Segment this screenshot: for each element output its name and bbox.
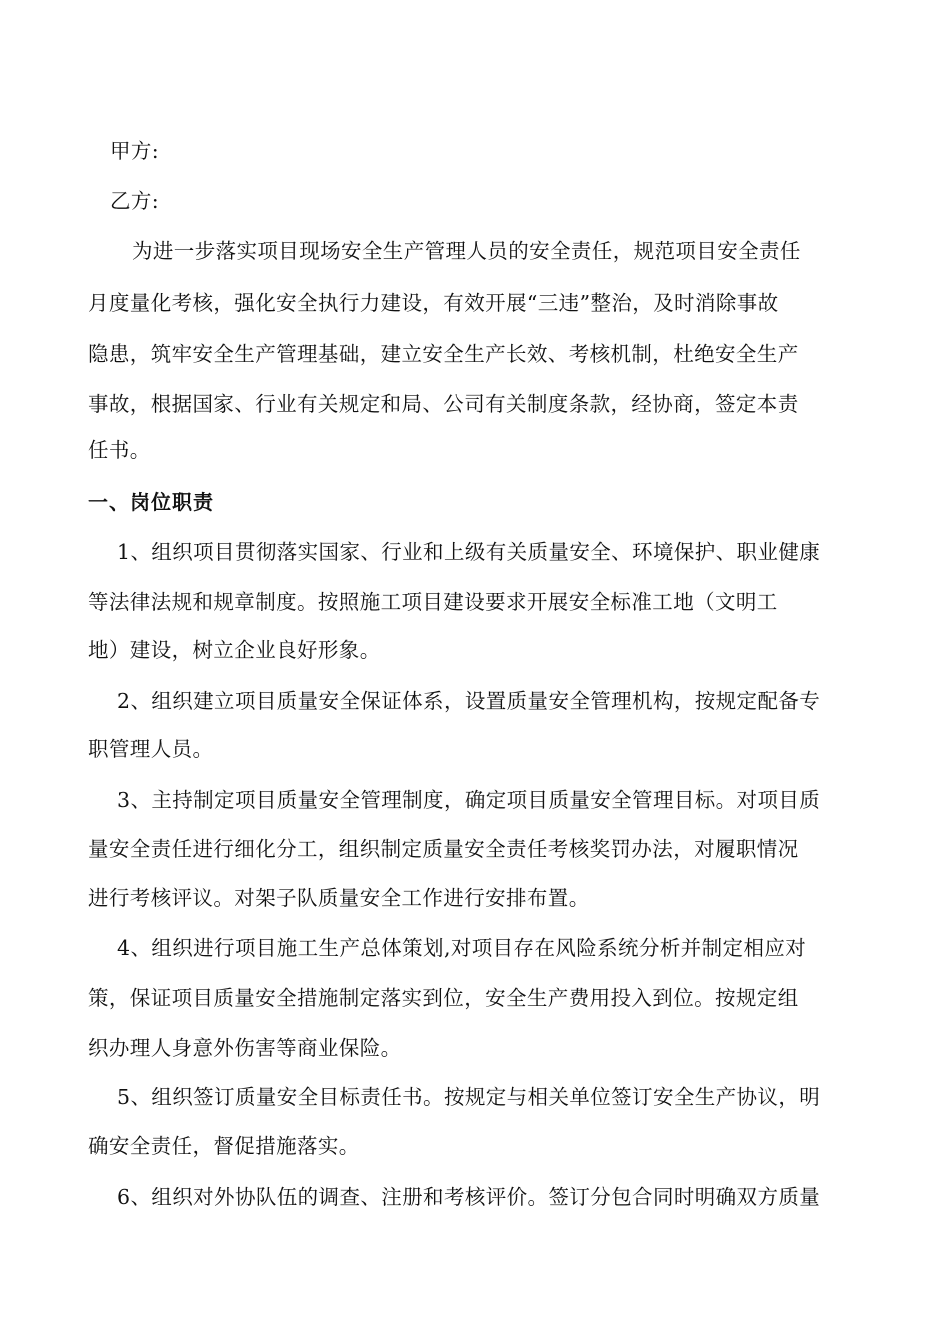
intro-line: 隐患，筑牢安全生产管理基础，建立安全生产长效、考核机制，杜绝安全生产 [88,342,799,366]
duty-line: 6、组织对外协队伍的调查、注册和考核评价。签订分包合同时明确双方质量 [117,1185,821,1209]
duty-line: 等法律法规和规章制度。按照施工项目建设要求开展安全标准工地（文明工 [88,590,778,614]
duty-line: 策，保证项目质量安全措施制定落实到位，安全生产费用投入到位。按规定组 [88,986,799,1010]
duty-line: 织办理人身意外伤害等商业保险。 [88,1036,402,1060]
party-b-label: 乙方: [110,189,160,213]
duty-line: 地）建设，树立企业良好形象。 [88,638,381,662]
duty-line: 2、组织建立项目质量安全保证体系，设置质量安全管理机构，按规定配备专 [117,689,821,713]
party-a-label: 甲方: [110,139,160,163]
duty-line: 4、组织进行项目施工生产总体策划,对项目存在风险系统分析并制定相应对 [117,936,807,960]
duty-line: 1、组织项目贯彻落实国家、行业和上级有关质量安全、环境保护、职业健康 [117,540,821,564]
section-heading: 一、岗位职责 [88,490,214,514]
duty-line: 5、组织签订质量安全目标责任书。按规定与相关单位签订安全生产协议，明 [117,1085,821,1109]
duty-line: 3、主持制定项目质量安全管理制度，确定项目质量安全管理目标。对项目质 [117,788,821,812]
intro-line: 任书。 [88,438,151,462]
intro-line: 月度量化考核，强化安全执行力建设，有效开展“三违”整治，及时消除事故 [88,291,779,315]
duty-line: 职管理人员。 [88,737,214,761]
intro-line: 为进一步落实项目现场安全生产管理人员的安全责任，规范项目安全责任 [132,239,801,263]
duty-line: 确安全责任，督促措施落实。 [88,1134,360,1158]
duty-line: 量安全责任进行细化分工，组织制定质量安全责任考核奖罚办法，对履职情况 [88,837,799,861]
duty-line: 进行考核评议。对架子队质量安全工作进行安排布置。 [88,886,590,910]
intro-line: 事故，根据国家、行业有关规定和局、公司有关制度条款，经协商，签定本责 [88,392,799,416]
